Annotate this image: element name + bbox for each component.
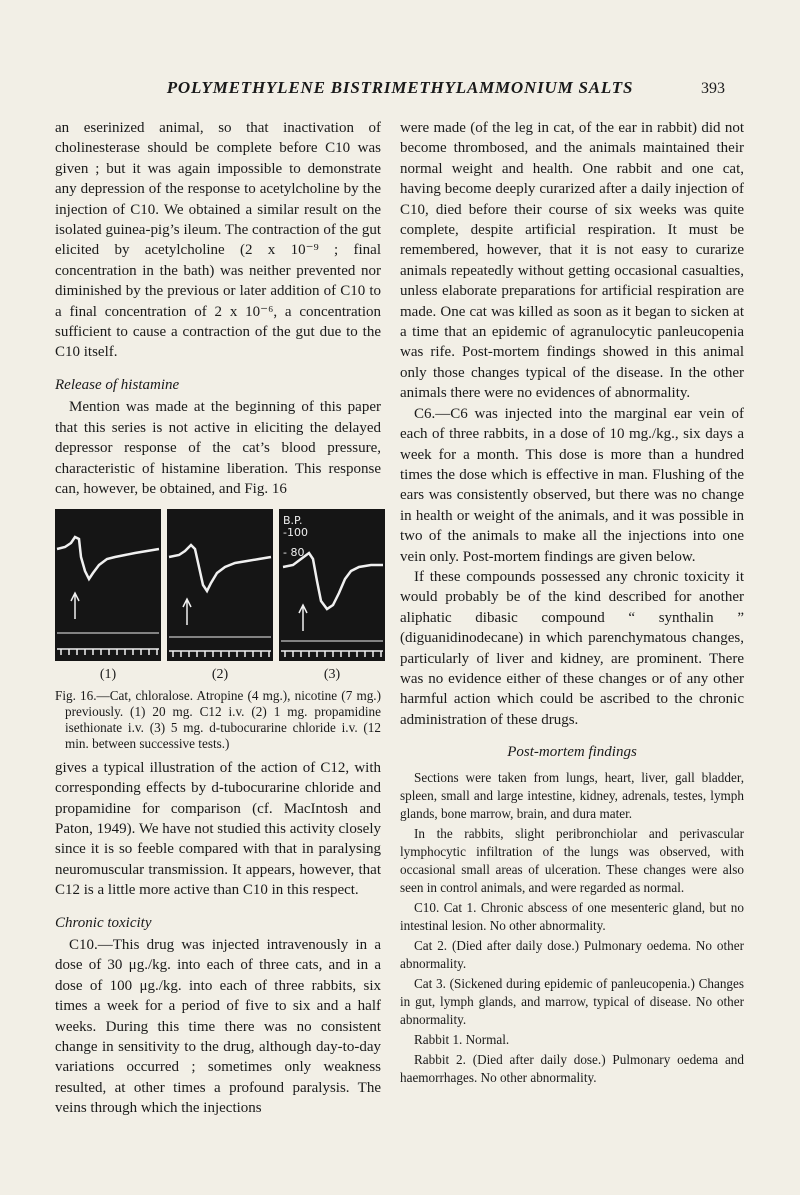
post-mortem-findings	[400, 769, 744, 1087]
paragraph: C10. Cat 1. Chronic abscess of one mesenteric gland, but no intestinal lesion. No other abnormality.	[400, 899, 744, 933]
figure-16	[55, 509, 381, 751]
running-title: POLYMETHYLENE BISTRIMETHYLAMMONIUM SALTS	[166, 78, 634, 97]
right-column	[400, 118, 744, 1089]
paragraph: C10.—This drug was injected intravenously in a dose of 30 μg./kg. into each of three cats, and in a dose of 100 μg./kg. into each of three rabbits, six times a week for a period of five to six and a half weeks. During this time there was no consistent change in sensitivity to the drug, although day-to-day variations occurred ; sometimes only weakness resulted, at other times a profound paralysis. The veins through which the injections	[55, 936, 381, 1117]
paragraph: Mention was made at the beginning of this paper that this series is not active in eliciting the delayed depressor response of the cat’s blood pressure, characteristic of histamine liberation. This response can, however, be obtained, and Fig. 16	[55, 399, 381, 497]
section-heading-release-of-histamine: Release of histamine	[55, 376, 180, 393]
trace-panel-3	[279, 509, 385, 661]
page-number: 393	[701, 80, 725, 97]
panel-label-3: (3)	[323, 667, 341, 683]
bp-tick-80: - 80	[283, 546, 305, 560]
section-heading-post-mortem: Post-mortem findings	[507, 744, 637, 761]
paragraph: gives a typical illustration of the action of C12, with corresponding effects by d-tubocurarine chloride and propamidine for comparison (cf. MacIntosh and Paton, 1949). We have not studied this activity closely since it is so feeble compared with that in paralysing neuromuscular transmission. It appears, however, that C12 is a little more active than C10 in this respect.	[55, 759, 381, 899]
section-heading-chronic-toxicity: Chronic toxicity	[55, 914, 152, 931]
bp-label: B.P.	[283, 514, 303, 528]
paragraph: C6.—C6 was injected into the marginal ear vein of each of three rabbits, in a dose of 10 mg./kg., six days a week for a month. This dose is more than a hundred times the dose which is effective in man. Flushing of the ears was consistently observed, but there was no change in health or weight of the animals, and it was possible in two of the animals to make all the injections into one vein only. Post-mortem findings are given below.	[400, 405, 744, 565]
paragraph: an eserinized animal, so that inactivation of cholinesterase should be complete before C10 was given ; but it was again impossible to demonstrate any depression of the response to acetylcholine by the injection of C10. We obtained a similar result on the isolated guinea-pig’s ileum. The contraction of the gut elicited by acetylcholine (2 x 10⁻⁹ ; final concentration in the bath) was neither prevented nor diminished by the previous or later addition of C10 to a final concentration of 2 x 10⁻⁶, a concentration sufficient to cause a contraction of the gut due to the C10 itself.	[55, 120, 381, 361]
paragraph: Rabbit 2. (Died after daily dose.) Pulmonary oedema and haemorrhages. No other abnormality.	[400, 1051, 744, 1085]
left-column	[55, 118, 381, 1119]
page-header	[0, 78, 800, 102]
figure-caption: Fig. 16.—Cat, chloralose. Atropine (4 mg.), nicotine (7 mg.) previously. (1) 20 mg. C12 i.v. (2) 1 mg. propamidine isethionate i.v. (3) 5 mg. d-tubocurarine chloride i.v. (12 min. between successive tests.)	[55, 687, 381, 751]
paragraph: Cat 2. (Died after daily dose.) Pulmonary oedema. No other abnormality.	[400, 937, 744, 971]
paragraph: Rabbit 1. Normal.	[414, 1031, 510, 1047]
paragraph: Cat 3. (Sickened during epidemic of panleucopenia.) Changes in gut, lymph glands, and marrow, typical of disease. No other abnormality.	[400, 975, 744, 1027]
trace-panel-2	[167, 509, 273, 661]
paragraph: were made (of the leg in cat, of the ear in rabbit) did not become thrombosed, and the animals maintained their normal weight and health. One rabbit and one cat, having become deeply curarized after a daily injection of C10, died before their course of six weeks was quite complete, despite artificial respiration. It must be remembered, however, that it is not easy to curarize animals repeatedly without getting occasional casualties, unless elaborate preparations for artificial respiration are made. One cat was killed as soon as it began to sicken at a time that an epidemic of agranulocytic panleucopenia was rife. Post-mortem findings showed in this animal only those changes typical of the disease. In the other animals there were no evidences of abnormality.	[400, 120, 744, 402]
paragraph: If these compounds possessed any chronic toxicity it would probably be of the kind described for another aliphatic dibasic compound “ synthalin ” (diguanidinodecane) in which parenchymatous changes, particularly of liver and kidney, are prominent. There was no evidence either of these changes or of any other harmful action which could be ascribed to the chronic administration of these drugs.	[400, 568, 744, 728]
bp-tick-100: -100	[283, 526, 308, 540]
panel-label-2: (2)	[211, 667, 229, 683]
paragraph: In the rabbits, slight peribronchiolar and perivascular lymphocytic infiltration of the lungs was observed, with occasional small areas of ulceration. These changes were also seen in control animals, and were regarded as normal.	[400, 825, 744, 895]
trace-panel-1	[55, 509, 161, 661]
panel-label-1: (1)	[99, 667, 117, 683]
paragraph: Sections were taken from lungs, heart, liver, gall bladder, spleen, small and large intestine, kidney, adrenals, testes, lymph glands, bone marrow, brain, and dura mater.	[400, 769, 744, 821]
